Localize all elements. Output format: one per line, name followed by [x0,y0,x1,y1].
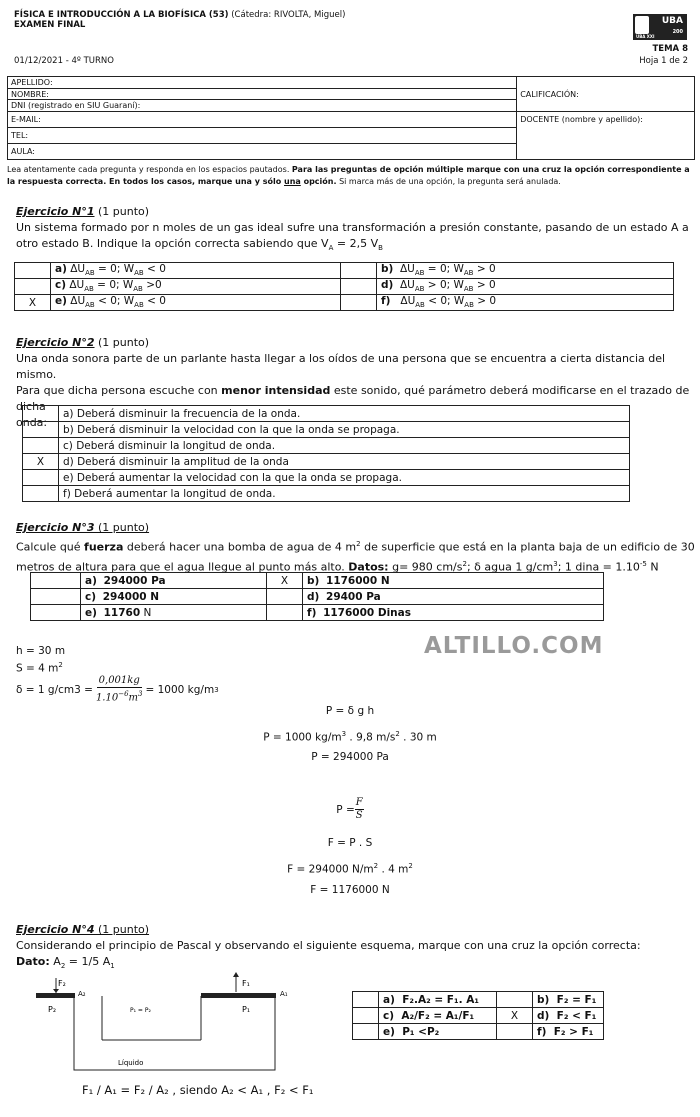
option-mark[interactable] [341,279,377,295]
option-c[interactable]: c) 294000 N [81,589,267,605]
label-a1: A₁ [280,990,288,998]
option-d[interactable]: d) 29400 Pa [303,589,604,605]
exercise-3-statement: Ejercicio N°3 (1 punto) Calcule qué fuerza deberá hacer una bomba de agua de 4 $m^2$ de superficie que está en la planta baja de un edificio de 30 metros de altura para que el agua llegue al punto más alto. Datos: g= 980 $cm/s^2$; δ agua 1 $g/cm^3$; 1 dina = $1.10^{-5}$ N [16,521,695,574]
exercise-2-options [22,405,630,502]
calc-p-substitution: P = 1000 $kg/m^3$ . 9,8 $m/s^2$ . 30 m [263,730,437,744]
exercise-4-statement: Ejercicio N°4 (1 punto) Considerando el principio de Pascal y observando el siguiente esquema, marque con una cruz la opción correcta: Dato: $A_2 = 1/5$ $A_1$ [16,923,641,971]
calc-s: S = 4 $m^2$ [16,661,63,675]
calc-f-substitution: F = 294000 $N/m^2$ . 4 $m^2$ [287,862,413,876]
exercise-1-options [14,262,674,311]
option-mark[interactable] [497,1024,533,1040]
option-mark[interactable] [341,295,377,311]
apellido-field[interactable]: APELLIDO: [8,77,517,89]
exercise-4-answer: F₁ / A₁ = F₂ / A₂ , siendo A₂ < A₁ , F₂ < F₁ [82,1083,314,1097]
exam-date: 01/12/2021 - 4º TURNO [14,56,114,66]
option-mark[interactable] [497,992,533,1008]
table-row [353,1024,604,1040]
option-mark[interactable] [341,263,377,279]
dni-field[interactable]: DNI (registrado en SIU Guaraní): [8,100,517,112]
instructions: Lea atentamente cada pregunta y responda en los espacios pautados. Para las preguntas de opción múltiple marque con una cruz la opción correspondiente a la respuesta correcta. En todos los casos, marque una y sólo una opción. Si marca más de una opción, la pregunta será anulada. [7,165,690,186]
docente-field[interactable]: DOCENTE (nombre y apellido): [517,112,695,160]
tel-field[interactable]: TEL: [8,128,517,144]
student-info-form [7,76,695,160]
option-mark[interactable] [15,279,51,295]
arrow-down-icon [53,989,59,993]
option-b[interactable]: b) 1176000 N [303,573,604,589]
option-c[interactable]: c) A₂/F₂ = A₁/F₁ [379,1008,497,1024]
option-mark[interactable] [353,992,379,1008]
option-mark[interactable] [31,605,81,621]
exercise-4-options [352,991,604,1040]
label-p2: P₂ [48,1005,57,1014]
option-mark[interactable]: X [267,573,303,589]
course-title: FÍSICA E INTRODUCCIÓN A LA BIOFÍSICA (53) (Cátedra: RIVOLTA, Miguel) [14,10,346,20]
table-row [15,279,674,295]
exam-title: EXAMEN FINAL [14,20,86,30]
table-row [353,992,604,1008]
option-mark[interactable]: X [497,1008,533,1024]
calc-f-result: F = 1176000 N [310,884,390,896]
option-f[interactable]: f) F₂ > F₁ [533,1024,604,1040]
calc-h: h = 30 m [16,645,66,657]
option-b[interactable]: b) F₂ = F₁ [533,992,604,1008]
arrow-up-icon [233,972,239,977]
label-p1: P₁ [242,1005,251,1014]
option-e[interactable]: e) P₁ <P₂ [379,1024,497,1040]
option-mark[interactable] [23,406,59,422]
calificacion-field[interactable]: CALIFICACIÓN: [517,77,695,112]
table-row [23,486,630,502]
watermark-logo: ALTILLO.COM [424,633,604,659]
table-row [23,438,630,454]
table-row [15,295,674,311]
calc-p-formula: P = δ g h [325,705,375,717]
option-mark[interactable] [23,486,59,502]
tema-label: TEMA 8 [652,44,688,54]
logo-emblem-icon [635,16,649,34]
table-row [31,573,604,589]
option-a[interactable]: a) F₂.A₂ = F₁. A₁ [379,992,497,1008]
option-mark[interactable] [23,438,59,454]
option-mark[interactable] [23,422,59,438]
label-f2: F₂ [58,979,66,988]
aula-field[interactable]: AULA: [8,144,517,160]
calc-p-result: P = 294000 Pa [311,751,389,763]
table-row [31,605,604,621]
option-mark[interactable] [267,589,303,605]
table-row [23,406,630,422]
calc-p-fraction: P = $\frac{F}{S}$ [336,797,363,821]
option-c[interactable]: c) Deberá disminuir la longitud de onda. [59,438,630,454]
page-indicator: Hoja 1 de 2 [639,56,688,66]
table-row [353,1008,604,1024]
option-a[interactable]: a) Deberá disminuir la frecuencia de la onda. [59,406,630,422]
table-row [31,589,604,605]
exercise-1-statement: Ejercicio N°1 (1 punto) Un sistema formado por n moles de un gas ideal sufre una transformación a presión constante, pasando de un estado A a otro estado B. Indique la opción correcta sabiendo que $V_A = 2,5$ $V_B$ [16,205,689,253]
option-mark[interactable] [267,605,303,621]
email-field[interactable]: E-MAIL: [8,112,517,128]
pascal-diagram [30,968,310,1076]
option-a[interactable]: a) $\Delta U_{AB} = 0$; $W_{AB} < 0$ [51,263,341,279]
option-c[interactable]: c) $\Delta U_{AB} = 0$; $W_{AB} >0$ [51,279,341,295]
option-f[interactable]: f) $\Delta U_{AB} < 0$; $W_{AB} > 0$ [377,295,674,311]
option-mark[interactable] [353,1008,379,1024]
exercise-2-statement: Ejercicio N°2 (1 punto) Una onda sonora parte de un parlante hasta llegar a los oídos de una persona que se encuentra a cierta distancia del mismo. Para que dicha persona escuche con menor intensidad este sonido, qué parámetro deberá modificarse en el trazado de dicha onda: [16,336,690,429]
calc-f-formula: F = P . S [327,837,373,849]
option-f[interactable]: f) 1176000 Dinas [303,605,604,621]
container-outline [38,994,275,1070]
density-fraction: $\frac{0,001kg}{1.10^{-6}m^3}$ [95,675,143,704]
option-mark[interactable]: X [15,295,51,311]
option-f[interactable]: f) Deberá aumentar la longitud de onda. [59,486,630,502]
label-f1: F₁ [242,979,250,988]
fraction-f-over-s: $\frac{F}{S}$ [355,797,363,821]
option-mark[interactable] [15,263,51,279]
uba-logo: UBA 200 UBA XXI [633,14,687,40]
option-b[interactable]: b) $\Delta U_{AB} = 0$; $W_{AB} > 0$ [377,263,674,279]
nombre-field[interactable]: NOMBRE: [8,89,517,100]
option-d[interactable]: d) $\Delta U_{AB} > 0$; $W_{AB} > 0$ [377,279,674,295]
label-a2: A₂ [78,990,86,998]
table-row [23,422,630,438]
option-d[interactable]: d) Deberá disminuir la amplitud de la onda [59,454,630,470]
table-row [15,263,674,279]
option-e[interactable]: e) $\Delta U_{AB} < 0$; $W_{AB} < 0$ [51,295,341,311]
calc-density: δ = 1 g/cm3 = $\frac{0,001kg}{1.10^{-6}m^3}$ = 1000 kg/m 3 [16,675,219,704]
option-e[interactable]: e) 11760 N [81,605,267,621]
option-mark[interactable] [31,589,81,605]
large-piston [201,993,276,998]
option-mark[interactable] [31,573,81,589]
option-mark[interactable]: X [23,454,59,470]
option-e[interactable]: e) Deberá aumentar la velocidad con la que la onda se propaga. [59,470,630,486]
option-mark[interactable] [23,470,59,486]
label-pressure-equality: P₁ = P₂ [130,1007,151,1014]
small-piston [36,993,75,998]
table-row [23,470,630,486]
option-d[interactable]: d) F₂ < F₁ [533,1008,604,1024]
option-a[interactable]: a) 294000 Pa [81,573,267,589]
label-liquid: Líquido [118,1059,144,1067]
exercise-3-options [30,572,604,621]
option-mark[interactable] [353,1024,379,1040]
table-row [23,454,630,470]
option-b[interactable]: b) Deberá disminuir la velocidad con la que la onda se propaga. [59,422,630,438]
